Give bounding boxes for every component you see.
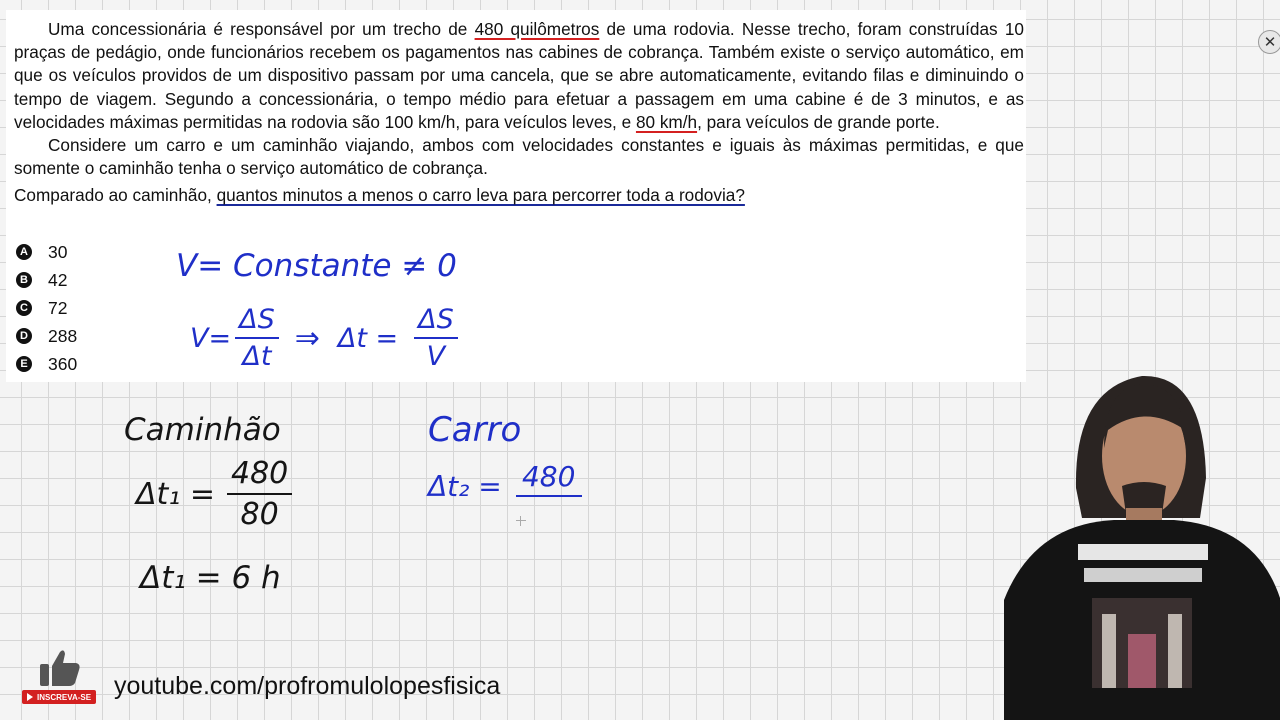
note-truck-result: Δt₁ = 6 h — [140, 560, 281, 596]
fraction-bar — [516, 495, 582, 497]
fraction-numerator: 480 — [521, 460, 576, 493]
option-a[interactable] — [16, 238, 77, 266]
channel-url[interactable]: youtube.com/profromulolopesfisica — [114, 672, 501, 700]
option-e[interactable] — [16, 350, 77, 378]
subscribe-button[interactable]: INSCREVA-SE — [22, 690, 96, 704]
fraction-denominator: V — [426, 341, 446, 372]
truck-lhs: Δt₁ = — [136, 476, 215, 512]
question-paragraph-1: Uma concessionária é responsável por um trecho de 480 quilômetros de uma rodovia. Nesse trecho, foram construídas 10 praças de pedágio, onde funcionários recebem os pagamentos nas cabines de cobrança. Também existe o serviço automático, em que os veículos providos de um dispositivo passam por uma cancela, que se abre automaticamente, evitando filas e diminuindo o tempo de viagem. Segundo a concessionária, o tempo médio para efetuar a passagem em uma cabine é de 3 minutos, e as velocidades máximas permitidas na rodovia são 100 km/h, para veículos leves, e 80 km/h, para veículos de grande porte. — [14, 19, 1024, 132]
car-fraction — [516, 460, 582, 497]
fraction-denominator: Δt — [242, 341, 272, 372]
question-text — [14, 18, 1024, 208]
note-truck-formula — [136, 456, 292, 532]
note-truck-title: Caminhão — [124, 412, 281, 448]
fraction-numerator: ΔS — [418, 304, 454, 335]
fraction-numerator: ΔS — [239, 304, 275, 335]
thumbs-up-icon — [38, 648, 82, 693]
question-paragraph-2: Considere um carro e um caminhão viajando, ambos com velocidades constantes e iguais às máximas permitidas, e que somente o caminhão tenha o serviço automático de cobrança. — [14, 135, 1024, 179]
note-car-formula — [428, 460, 582, 503]
time-lhs: Δt = — [337, 322, 399, 354]
distance-highlight: 480 quilômetros — [474, 19, 600, 39]
car-lhs: Δt₂ = — [428, 470, 502, 503]
option-letter: C — [16, 300, 32, 316]
option-letter: B — [16, 272, 32, 288]
option-letter: A — [16, 244, 32, 260]
prompt-highlight: quantos minutos a menos o carro leva para percorrer toda a rodovia? — [216, 185, 745, 206]
note-velocity-formula — [190, 304, 458, 372]
implies-arrow: ⇒ — [294, 320, 320, 356]
option-letter: D — [16, 328, 32, 344]
question-card — [6, 10, 1026, 382]
pen-cursor-icon — [516, 516, 526, 526]
option-c[interactable] — [16, 294, 77, 322]
answer-options — [16, 238, 77, 378]
option-letter: E — [16, 356, 32, 372]
speed-highlight: 80 km/h — [635, 111, 698, 132]
play-icon — [27, 693, 33, 701]
fraction-denominator: 80 — [240, 497, 279, 532]
presenter-video — [1004, 368, 1280, 720]
fraction-numerator: 480 — [230, 456, 289, 491]
note-car-title: Carro — [428, 410, 522, 450]
option-value: 360 — [48, 353, 78, 374]
close-icon[interactable]: ✕ — [1258, 30, 1280, 54]
option-value: 30 — [48, 241, 68, 262]
time-fraction — [414, 304, 458, 372]
option-b[interactable] — [16, 266, 77, 294]
option-value: 42 — [48, 269, 68, 290]
velocity-lhs: V= — [190, 322, 232, 354]
option-d[interactable] — [16, 322, 77, 350]
question-prompt: Comparado ao caminhão, quantos minutos a menos o carro leva para percorrer toda a rodovia? — [14, 185, 745, 206]
truck-fraction — [227, 456, 292, 532]
option-value: 288 — [48, 325, 78, 346]
velocity-fraction — [235, 304, 279, 372]
option-value: 72 — [48, 297, 68, 318]
note-velocity-constant: V= Constante ≠ 0 — [176, 248, 457, 284]
